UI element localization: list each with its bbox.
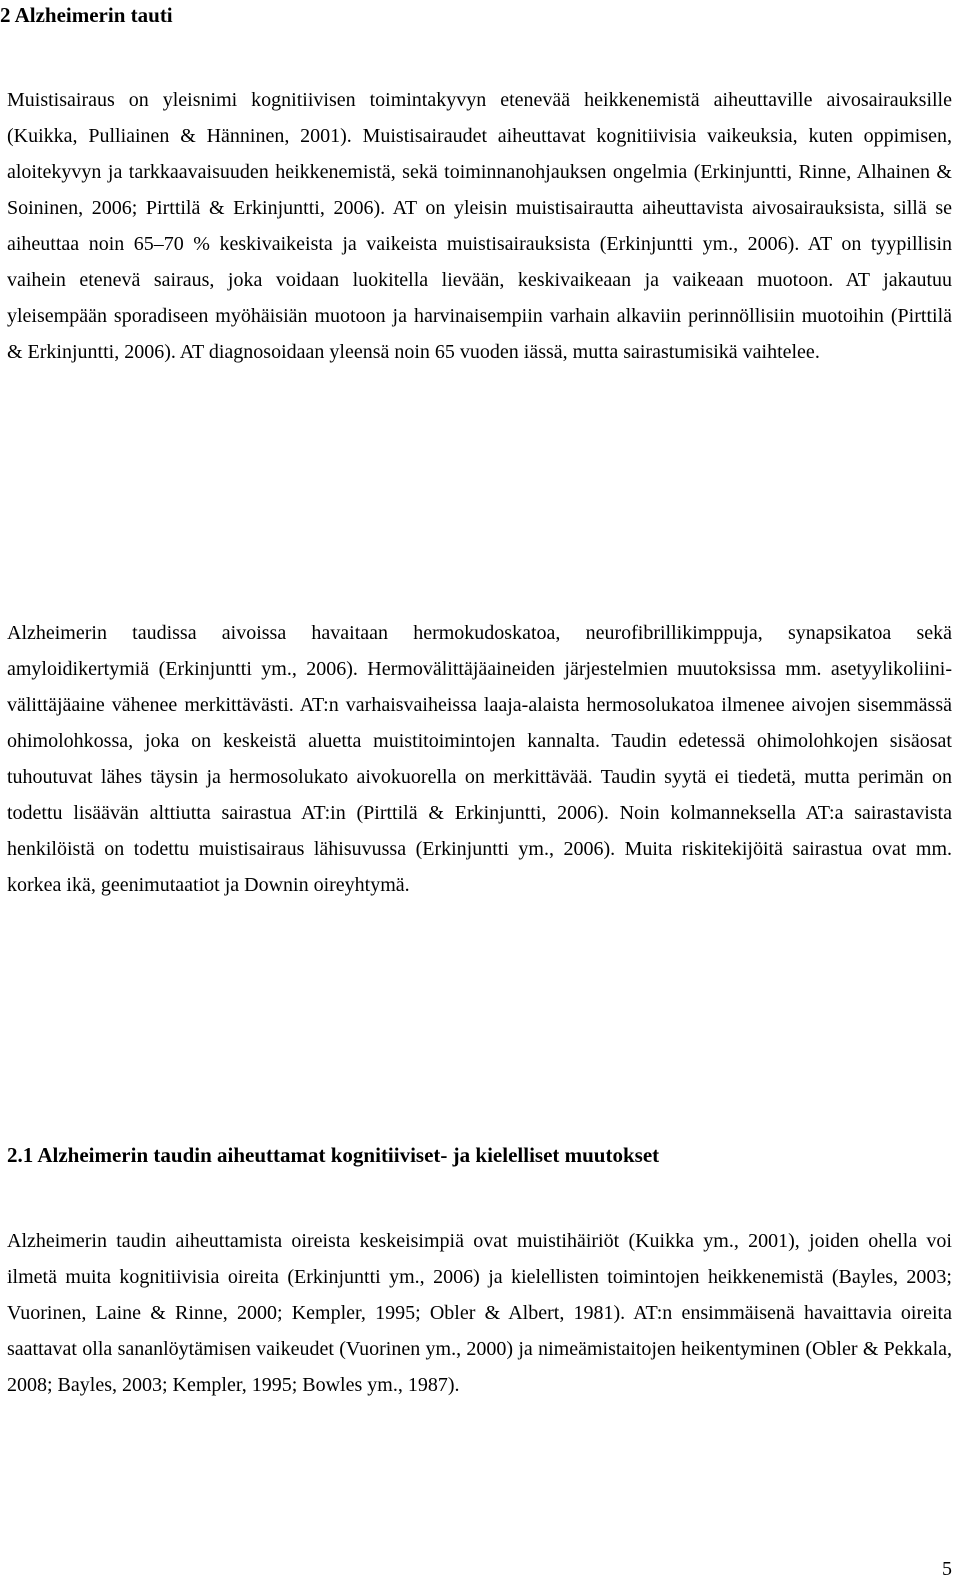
paragraph-memory-disorders: Muistisairaus on yleisnimi kognitiivisen toimintakyvyn etenevää heikkenemistä aiheuttaville aivosairauksille (Kuikka, Pulliainen & Hänninen, 2001). Muistisairaudet aiheuttavat kognitiivisia vaikeuksia, kuten oppimisen, aloitekyvyn ja tarkkaavaisuuden heikkenemistä, sekä toiminnanohjauksen ongelmia (Erkinjuntti, Rinne, Alhainen & Soininen, 2006; Pirttilä & Erkinjuntti, 2006). AT on yleisin muistisairautta aiheuttavista aivosairauksista, sillä se aiheuttaa noin 65–70 % keskivaikeista ja vaikeista muistisairauksista (Erkinjuntti ym., 2006). AT on tyypillisin vaihein etenevä sairaus, joka voidaan luokitella lievään, keskivaikeaan ja vaikeaan muotoon. AT jakautuu yleisempään sporadiseen myöhäisiän muotoon ja harvinaisempiin varhain alkaviin perinnöllisiin muotoihin (Pirttilä & Erkinjuntti, 2006). AT diagnosoidaan yleensä noin 65 vuoden iässä, mutta sairastumisikä vaihtelee. bbox=[7, 89, 952, 363]
paragraph-symptoms: Alzheimerin taudin aiheuttamista oireista keskeisimpiä ovat muistihäiriöt (Kuikka ym., 2001), joiden ohella voi ilmetä muita kognitiivisia oireita (Erkinjuntti ym., 2006) ja kielellisten toimintojen heikkenemistä (Bayles, 2003; Vuorinen, Laine & Rinne, 2000; Kempler, 1995; Obler & Albert, 1981). AT:n ensimmäisenä havaittavia oireita saattavat olla sananlöytämisen vaikeudet (Vuorinen ym., 2000) ja nimeämistaitojen heikentyminen (Obler & Pekkala, 2008; Bayles, 2003; Kempler, 1995; Bowles ym., 1987). bbox=[7, 1230, 952, 1396]
chapter-heading: 2 Alzheimerin tauti bbox=[0, 3, 173, 27]
section-heading: 2.1 Alzheimerin taudin aiheuttamat kognitiiviset- ja kielelliset muutokset bbox=[7, 1143, 660, 1167]
paragraph-pathology: Alzheimerin taudissa aivoissa havaitaan hermokudoskatoa, neurofibrillikimppuja, synapsikatoa sekä amyloidikertymiä (Erkinjuntti ym., 2006). Hermovälittäjäaineiden järjestelmien muutoksissa mm. asetyylikoliini-välittäjäaine vähenee merkittävästi. AT:n varhaisvaiheissa laaja-alaista hermosolukatoa ilmenee aivojen sisemmässä ohimolohkossa, joka on keskeistä aluetta muistitoimintojen kannalta. Taudin edetessä ohimolohkojen sisäosat tuhoutuvat lähes täysin ja hermosolukato aivokuorella on merkittävää. Taudin syytä ei tiedetä, mutta perimän on todettu lisäävän alttiutta sairastua AT:in (Pirttilä & Erkinjuntti, 2006). Noin kolmanneksella AT:a sairastavista henkilöistä on todettu muistisairaus lähisuvussa (Erkinjuntti ym., 2006). Muita riskitekijöitä sairastua ovat mm. korkea ikä, geenimutaatiot ja Downin oireyhtymä. bbox=[7, 622, 952, 896]
page-number: 5 bbox=[942, 1558, 952, 1580]
